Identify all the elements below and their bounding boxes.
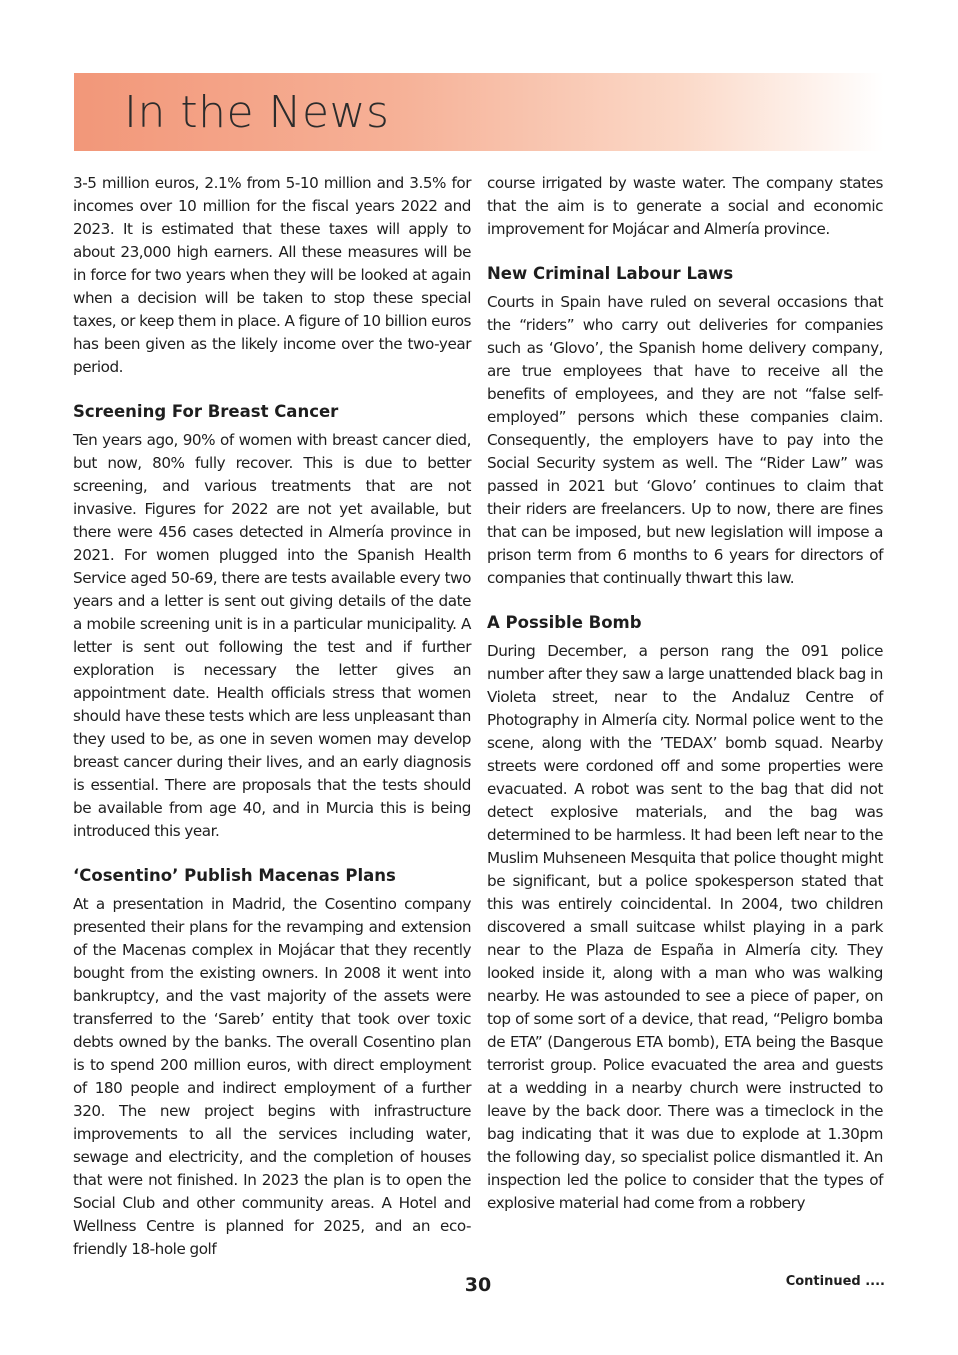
breast-cancer-text: Ten years ago, 90% of women with breast cancer died, but now, 80% fully recover. This is due to better screening, and various treatments that are not invasive. Figures for 2022 are not yet available, but there were 456 cases detected in Almería province in 2021. For women plugged into the Spanish Health Service aged 50-69, there are tests available every two years and a letter is sent out giving details of the date a mobile screening unit is in a particular municipality. A letter is sent out following the test and if further exploration is necessary the letter gives an appointment date. Health officials stress that women should have these tests which are less unpleasant than they used to be, as one in seven women may develop breast cancer during their lives, and an early diagnosis is essential. There are proposals that the tests should be available from age 40, and in Murcia this is being introduced this year. [73, 431, 471, 840]
breast-cancer-heading: Screening For Breast Cancer [73, 402, 339, 421]
labour-laws-heading: New Criminal Labour Laws [487, 264, 734, 283]
cosentino-continued-text: course irrigated by waste water. The company states that the aim is to generate a social and economic improvement for Mojácar and Almería province. [487, 174, 883, 238]
right-column [487, 172, 883, 1215]
bomb-text: During December, a person rang the 091 police number after they saw a large unattended black bag in Violeta street, near to the Andaluz Centre of Photography in Almería city. Normal police went to the scene, along with the ’TEDAX’ bomb squad. Nearby streets were cordoned off and some properties were evacuated. A robot was sent to the bag that did not detect explosive materials, and the bag was determined to be harmless. It had been left near to the Muslim Muhseneen Mesquita that police thought might be significant, but a police spokesperson stated that this was entirely coincidental. In 2004, two children discovered a small suitcase whilst playing in a park near to the Plaza de España in Almería city. They looked inside it, along with a man who was walking nearby. He was astounded to see a piece of paper, on top of some sort of a device, that read, “Peligro bomba de ETA” (Dangerous ETA bomb), ETA being the Basque terrorist group. Police evacuated the area and guests at a wedding in a nearby church were instructed to leave by the back door. There was a timeclock in the bag indicating that it was due to explode at 1.30pm the following day, so specialist police dismantled it. An inspection led the police to consider that the types of explosive material had come from a robbery [487, 642, 883, 1212]
left-column [73, 172, 471, 1261]
article-intro-text: 3-5 million euros, 2.1% from 5-10 million and 3.5% for incomes over 10 million for the fiscal years 2022 and 2023. It is estimated that these taxes will apply to about 23,000 high earners. All these measures will be in force for two years when they will be looked at again when a decision will be taken to stop these special taxes, or keep them in place. A figure of 10 billion euros has been given as the likely income over the two-year period. [73, 174, 472, 376]
continued-label: Continued .... [785, 1274, 885, 1289]
page-title: In the News [124, 87, 390, 138]
section-banner [74, 73, 884, 151]
page-number: 30 [464, 1274, 492, 1296]
cosentino-heading: ‘Cosentino’ Publish Macenas Plans [73, 866, 396, 885]
cosentino-text: At a presentation in Madrid, the Cosentino company presented their plans for the revamping and extension of the Macenas complex in Mojácar that they recently bought from the existing owners. In 2008 it went into bankruptcy, and the vast majority of the assets were transferred to the ‘Sareb’ entity that took over toxic debts owned by the banks. The overall Cosentino plan is to spend 200 million euros, with direct employment of 180 people and indirect employment of a further 320. The new project begins with infrastructure improvements to all the services including water, sewage and electricity, and the completion of houses that were not finished. In 2023 the plan is to open the Social Club and other community areas. A Hotel and Wellness Centre is planned for 2025, and an eco-friendly 18-hole golf [73, 895, 471, 1258]
labour-laws-text: Courts in Spain have ruled on several occasions that the “riders” who carry out deliveries for companies such as ‘Glovo’, the Spanish home delivery company, are true employees that have to receive all the benefits of employees, and they are not “false self-employed” persons which these companies claim. Consequently, the employers have to pay into the Social Security system as well. The “Rider Law” was passed in 2021 but ‘Glovo’ continues to claim that their riders are freelancers. Up to now, there are fines that can be imposed, but new legislation will impose a prison term from 6 months to 6 years for directors of companies that continually thwart this law. [487, 293, 883, 587]
bomb-heading: A Possible Bomb [487, 613, 642, 632]
